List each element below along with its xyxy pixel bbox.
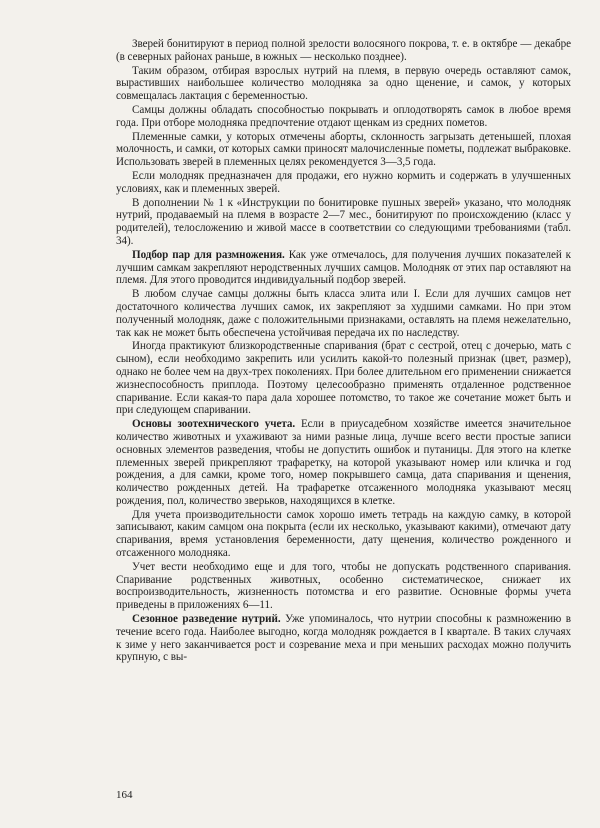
paragraph: [116, 38, 571, 64]
paragraph: [116, 509, 571, 560]
paragraph: [116, 197, 571, 248]
paragraph: [116, 65, 571, 103]
paragraph-text: В дополнении № 1 к «Инструкции по бонитировке пушных зверей» указано, что молодняк нутрий, продаваемый на племя в возрасте 2—7 мес., бонитируют по происхождению (класс у родителей), телосложению и живой массе в соответствии со следующими требованиями (табл. 34).: [116, 196, 571, 247]
paragraph-text: Иногда практикуют близкородственные спаривания (брат с сестрой, отец с дочерью, мать с сыном), если необходимо закрепить или усилить какой-то полезный признак (цвет, размер), однако не более чем на двух-трех поколениях. При более длительном его применении снижается жизнеспособность приплода. Поэтому целесообразно применять отдаленное родственное спаривание. Если какая-то пара дала хорошее потомство, то такое же сочетание может быть и при следующем спаривании.: [116, 340, 571, 417]
paragraph: [116, 340, 571, 417]
section-heading-zootechnical-records: Основы зоотехнического учета.: [132, 418, 296, 431]
section-heading-pair-selection: Подбор пар для размножения.: [132, 248, 285, 261]
paragraph: [116, 104, 571, 130]
paragraph-text: Если молодняк предназначен для продажи, его нужно кормить и содержать в улучшенных условиях, как и племенных зверей.: [116, 169, 571, 195]
paragraph-text: В любом случае самцы должны быть класса элита или I. Если для лучших самцов нет достаточного количества лучших самок, их закрепляют за худшими самками. Но при этом полученный молодняк, даже с положительными признаками, оставлять на племя нежелательно, так как не может быть обеспечена устойчивая передача их по наследству.: [116, 288, 571, 339]
paragraph-text: Племенные самки, у которых отмечены аборты, склонность загрызать детенышей, плохая молочность, и самки, от которых самки приносят малочисленные пометы, подлежат выбраковке. Использовать зверей в племенных целях рекомендуется 3—3,5 года.: [116, 130, 571, 169]
paragraph: [116, 561, 571, 612]
paragraph-text: Уже упоминалось, что нутрии способны к размножению в течение всего года. Наиболее выгодно, когда молодняк рождается в I квартале. В таких случаях к зиме у него заканчивается рост и созревание меха и при меньших расходах можно получить крупную, с вы-: [116, 613, 571, 664]
paragraph-text: Если в приусадебном хозяйстве имеется значительное количество животных и ухаживают за ними разные лица, лучше всего вести простые записи основных элементов разведения, чтобы не допустить ошибок и путаницы. Для этого на клетке племенных зверей прикрепляют трафаретку, на которой указывают номер или кличка и год рождения, а для самки, кроме того, номер покрывшего самца, дата спаривания и щенения, количество рожденных детей. На трафаретке отсаженного молодняка указывают месяц рождения, пол, количество зверьков, находящихся в клетке.: [116, 418, 571, 507]
paragraph: [116, 613, 571, 664]
paragraph-text: Для учета производительности самок хорошо иметь тетрадь на каждую самку, в которой записывают, каким самцом она покрыта (если их несколько, указывают какими), отмечают дату спаривания, время установления беременности, дату щенения, количество рожденного и отсаженного молодняка.: [116, 508, 571, 560]
paragraph: [116, 170, 571, 196]
paragraph-text: Как уже отмечалось, для получения лучших показателей к лучшим самкам закрепляют неродственных лучших самцов. Молодняк от этих пар оставляют на племя. Для этого проводится индивидуальный подбор зверей.: [116, 248, 572, 287]
paragraph-text: Учет вести необходимо еще и для того, чтобы не допускать родственного спаривания. Спаривание родственных животных, особенно систематическое, снижает их воспроизводительность, жизненность потомства и его развитие. Основные формы учета приведены в приложениях 6—11.: [116, 560, 571, 612]
page-number: 164: [116, 789, 133, 801]
paragraph: [116, 131, 571, 169]
paragraph: [116, 418, 571, 508]
paragraph: [116, 249, 571, 287]
section-heading-seasonal-breeding: Сезонное разведение нутрий.: [132, 613, 281, 626]
paragraph-text: Зверей бонитируют в период полной зрелости волосяного покрова, т. е. в октябре — декабре (в северных районах раньше, в южных — несколько позднее).: [116, 38, 571, 63]
paragraph: [116, 288, 571, 339]
paragraph-text: Таким образом, отбирая взрослых нутрий на племя, в первую очередь оставляют самок, вырастивших наибольшее количество молодняка за одно щенение, и самок, у которых совмещалась лактация с беременностью.: [116, 64, 571, 103]
paragraph-text: Самцы должны обладать способностью покрывать и оплодотворять самок в любое время года. При отборе молодняка предпочтение отдают щенкам из средних пометов.: [116, 103, 571, 129]
